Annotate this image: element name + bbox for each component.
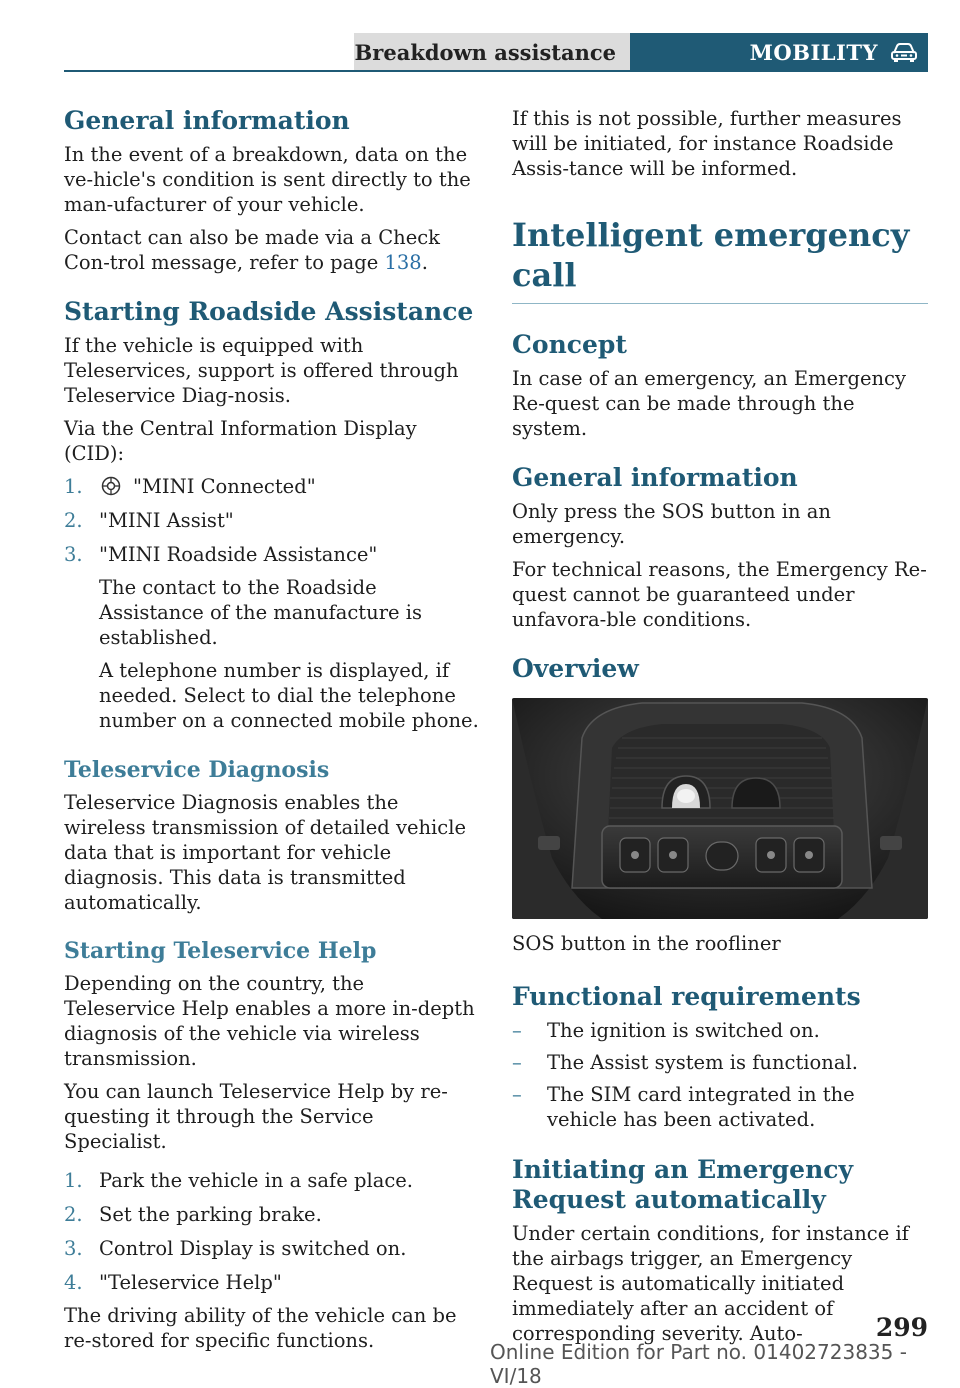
starting-teleservice-help-heading: Starting Teleservice Help [64, 938, 377, 964]
running-header-chapter [630, 33, 928, 71]
step-number: 1. [64, 475, 83, 498]
general-information-heading: General information [512, 463, 798, 492]
mini-connected-icon [101, 476, 121, 496]
car-icon [890, 41, 918, 63]
list-bullet: – [512, 1051, 522, 1074]
roadside-paragraph-2: Via the Central Information Display (CID): [64, 417, 417, 465]
concept-heading: Concept [512, 330, 627, 359]
list-bullet: – [512, 1083, 522, 1106]
step-text: Control Display is switched on. [99, 1237, 407, 1260]
paragraph-text: Contact can also be made via a Check Con-trol message, refer to page [64, 226, 440, 274]
step-text: Park the vehicle in a safe place. [99, 1169, 413, 1192]
concept-paragraph: In case of an emergency, an Emergency Re-quest can be made through the system. [512, 367, 906, 440]
list-item [64, 474, 480, 499]
chapter-title: MOBILITY [749, 39, 878, 65]
step-number: 1. [64, 1169, 83, 1192]
list-item [64, 1202, 480, 1227]
left-column [64, 106, 480, 1361]
step-text: "Teleservice Help" [99, 1271, 282, 1294]
figure-caption: SOS button in the roofliner [512, 932, 781, 955]
functional-requirements-heading: Functional requirements [512, 982, 861, 1011]
header-rule [64, 70, 928, 72]
list-item [512, 1018, 928, 1043]
overview-heading: Overview [512, 654, 639, 683]
list-item-text: The ignition is switched on. [547, 1019, 820, 1042]
edition-line: Online Edition for Part no. 01402723835 - VI/18 [490, 1340, 907, 1388]
help-paragraph-1: Depending on the country, the Teleservice Help enables a more in-depth diagnosis of the vehicle via wireless transmission. [64, 972, 475, 1070]
list-item [64, 542, 480, 733]
right-column [512, 106, 928, 1354]
list-item [64, 508, 480, 533]
step-text: "MINI Assist" [99, 509, 234, 532]
paragraph-text: . [421, 251, 428, 274]
initiating-emergency-request-heading: Initiating an Emergency Request automatically [512, 1155, 853, 1214]
functional-requirements-list [512, 1018, 928, 1132]
general-information-paragraph-2 [64, 225, 480, 275]
section-title: Breakdown assistance [354, 39, 616, 65]
list-item-text: The SIM card integrated in the vehicle has been activated. [547, 1083, 855, 1131]
list-item-text: The Assist system is functional. [547, 1051, 858, 1074]
list-item [512, 1050, 928, 1075]
starting-roadside-assistance-heading: Starting Roadside Assistance [64, 297, 474, 326]
diagnosis-paragraph: Teleservice Diagnosis enables the wireless transmission of detailed vehicle data that is important for vehicle diagnosis. This data is transmitted automatically. [64, 791, 466, 914]
intelligent-emergency-call-heading: Intelligent emergency call [512, 215, 928, 304]
general-information-paragraph-1: Only press the SOS button in an emergency. [512, 500, 831, 548]
step-number: 4. [64, 1271, 83, 1294]
step-text: "MINI Connected" [133, 475, 316, 498]
step-number: 2. [64, 509, 83, 532]
step-text: "MINI Roadside Assistance" [99, 543, 378, 566]
list-item [64, 1270, 480, 1295]
list-item [64, 1236, 480, 1261]
general-information-paragraph-1: In the event of a breakdown, data on the ve-hicle's condition is sent directly to the man-ufacturer of your vehicle. [64, 143, 471, 216]
roadside-paragraph-1: If the vehicle is equipped with Teleservices, support is offered through Teleservice Diag-nosis. [64, 334, 459, 407]
help-paragraph-2: You can launch Teleservice Help by re-questing it through the Service Specialist. [64, 1080, 448, 1153]
running-header-section [354, 33, 630, 71]
general-information-paragraph-2: For technical reasons, the Emergency Re-quest cannot be guaranteed under unfavora-ble conditions. [512, 558, 927, 631]
initiating-paragraph: Under certain conditions, for instance if the airbags trigger, an Emergency Request is automatically initiated immediately after an accident of corresponding severity. Auto- [512, 1222, 909, 1345]
list-bullet: – [512, 1019, 522, 1042]
list-item [64, 1168, 480, 1193]
roadside-steps [64, 474, 480, 733]
step-number: 3. [64, 1237, 83, 1260]
help-paragraph-3: The driving ability of the vehicle can be re-stored for specific functions. [64, 1304, 457, 1352]
step-subparagraph: The contact to the Roadside Assistance of the manufacture is established. [99, 576, 423, 649]
step-number: 2. [64, 1203, 83, 1226]
general-information-heading: General information [64, 106, 350, 135]
page-reference-link[interactable]: 138 [384, 251, 422, 274]
teleservice-diagnosis-heading: Teleservice Diagnosis [64, 757, 330, 783]
step-number: 3. [64, 543, 83, 566]
sos-button-photo [512, 698, 928, 919]
step-subparagraph: A telephone number is displayed, if needed. Select to dial the telephone number on a connected mobile phone. [99, 659, 479, 732]
page-number: 299 [875, 1313, 928, 1342]
step-text: Set the parking brake. [99, 1203, 322, 1226]
list-item [512, 1082, 928, 1132]
help-steps [64, 1168, 480, 1295]
continued-paragraph: If this is not possible, further measures will be initiated, for instance Roadside Assis-tance will be informed. [512, 107, 902, 180]
